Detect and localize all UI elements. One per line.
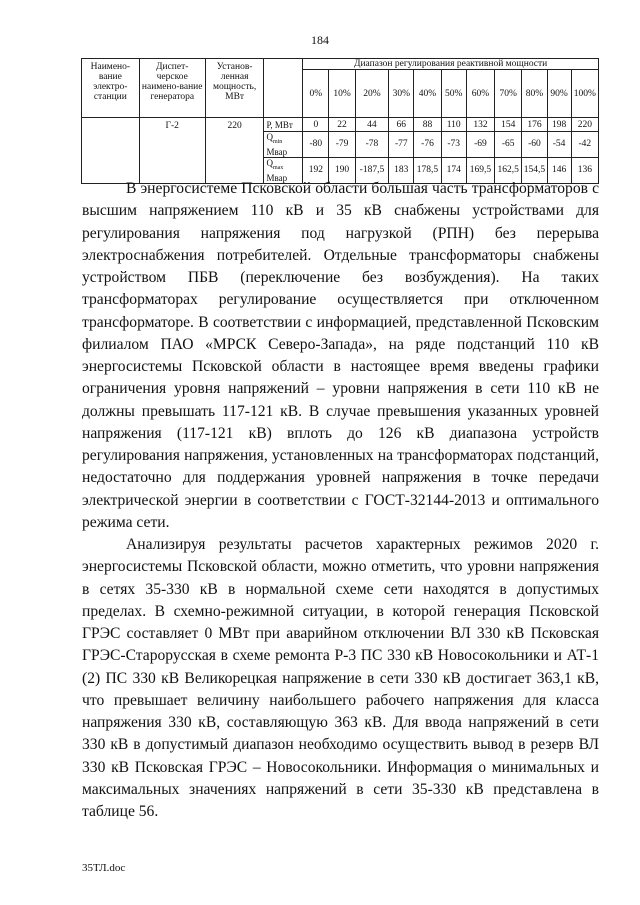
header-percent: 60% (466, 70, 494, 118)
header-percent: 10% (329, 70, 355, 118)
value-cell: 66 (389, 118, 414, 132)
value-cell: -78 (355, 132, 389, 158)
header-station-name: Наимено-вание электро-станции (82, 59, 140, 118)
value-cell: 190 (329, 157, 355, 183)
value-cell: -77 (389, 132, 414, 158)
value-cell: 220 (571, 118, 598, 132)
paragraph: В энергосистеме Псковской области большая часть трансформаторов с высшим напряжением 110 кВ и 35 кВ снабжены устройствами для регулирования напряжения под нагрузкой (РПН) без перерыва электроснабжения потребителей. Отдельные трансформаторы снабжены устройством ПБВ (переключение без возбуждения). На таких трансформаторах регулирование осуществляется при отключенном трансформаторе. В соответствии с информацией, представленной Псковским филиалом ПАО «МРСК Северо-Запада», на ряде подстанций 110 кВ энергосистемы Псковской области в настоящее время введены графики ограничения уровня напряжений – уровни напряжения в сети 110 кВ не должны превышать 117-121 кВ. В случае превышения указанных уровней напряжения (117-121 кВ) вплоть до 126 кВ диапазона устройств регулирования напряжения, установленных на трансформаторах подстанций, недостаточно для поддержания уровней напряжения в точке передачи электрической энергии в соответствии с ГОСТ-32144-2013 и оптимального режима сети. (82, 180, 599, 531)
value-cell: 88 (414, 118, 441, 132)
value-cell: -65 (495, 132, 522, 158)
value-cell: 154 (495, 118, 522, 132)
value-cell: 192 (303, 157, 329, 183)
value-cell: -76 (414, 132, 441, 158)
regulation-table (81, 58, 599, 184)
value-cell: 174 (441, 157, 466, 183)
value-cell: 44 (355, 118, 389, 132)
header-percent: 50% (441, 70, 466, 118)
capacity-cell: 220 (205, 118, 264, 184)
header-percent: 0% (303, 70, 329, 118)
generator-cell: Г-2 (139, 118, 205, 184)
table-row (82, 118, 599, 132)
param-cell-qmax: $Q_{max}$ Мвар (264, 157, 303, 183)
value-cell: 154,5 (522, 157, 547, 183)
param-cell-qmin: $Q_{min}$ Мвар (264, 132, 303, 158)
value-cell: 176 (522, 118, 547, 132)
value-cell: -69 (466, 132, 494, 158)
header-percent: 100% (571, 70, 598, 118)
value-cell: -60 (522, 132, 547, 158)
paragraph: Анализируя результаты расчетов характерных режимов 2020 г. энергосистемы Псковской области, можно отметить, что уровни напряжения в сетях 35-330 кВ в нормальной схеме сети находятся в допустимых пределах. В схемно-режимной ситуации, в которой генерация Псковской ГРЭС составляет 0 МВт при аварийном отключении ВЛ 330 кВ Псковская ГРЭС-Старорусская в схеме ремонта Р-3 ПС 330 кВ Новосокольники и АТ-1 (2) ПС 330 кВ Великорецкая напряжение в сети 330 кВ достигает 363,1 кВ, что превышает величину наибольшего рабочего напряжения для класса напряжения 330 кВ, составляющую 363 кВ. Для ввода напряжений в сети 330 кВ в допустимый диапазон необходимо осуществить вывод в резерв ВЛ 330 кВ Псковская ГРЭС – Новосокольники. Информация о минимальных и максимальных значениях напряжений в сети 35-330 кВ представлена в таблице 56. (82, 536, 599, 820)
value-cell: -73 (441, 132, 466, 158)
body-text (82, 178, 599, 823)
value-cell: -80 (303, 132, 329, 158)
header-percent: 80% (522, 70, 547, 118)
value-cell: 22 (329, 118, 355, 132)
param-cell-p: Р, МВт (264, 118, 303, 132)
header-percent: 70% (495, 70, 522, 118)
footer-filename: 35ТЛ.doc (82, 862, 126, 874)
value-cell: -54 (547, 132, 571, 158)
value-cell: -79 (329, 132, 355, 158)
header-param-blank (264, 59, 303, 118)
value-cell: 0 (303, 118, 329, 132)
page-number: 184 (311, 33, 329, 47)
value-cell: -187,5 (355, 157, 389, 183)
value-cell: 132 (466, 118, 494, 132)
header-installed-capacity: Установ-ленная мощность, МВт (205, 59, 264, 118)
header-dispatch-name: Диспет-черское наимено-вание генератора (139, 59, 205, 118)
station-cell (82, 118, 140, 184)
value-cell: 198 (547, 118, 571, 132)
header-percent: 40% (414, 70, 441, 118)
value-cell: -42 (571, 132, 598, 158)
header-regulation-range: Диапазон регулирования реактивной мощности (303, 59, 599, 70)
header-percent: 90% (547, 70, 571, 118)
header-percent: 30% (389, 70, 414, 118)
header-percent: 20% (355, 70, 389, 118)
value-cell: 169,5 (466, 157, 494, 183)
value-cell: 146 (547, 157, 571, 183)
value-cell: 183 (389, 157, 414, 183)
value-cell: 110 (441, 118, 466, 132)
value-cell: 162,5 (495, 157, 522, 183)
value-cell: 178,5 (414, 157, 441, 183)
value-cell: 136 (571, 157, 598, 183)
